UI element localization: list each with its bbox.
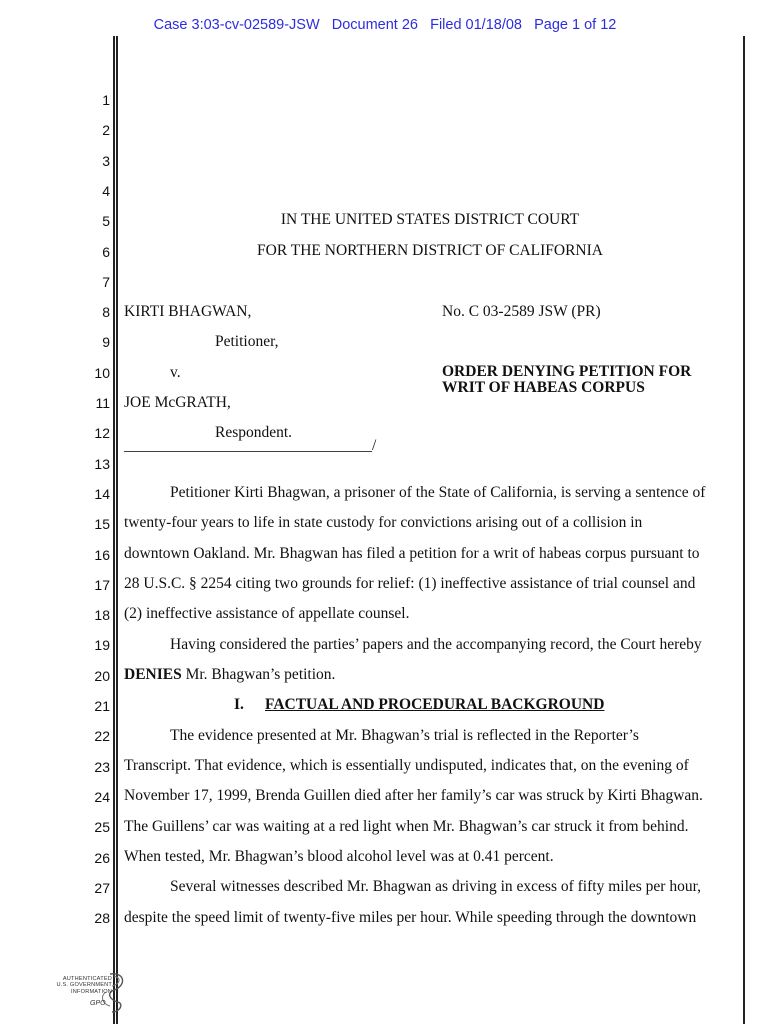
case-number: Case 3:03-cv-02589-JSW	[153, 17, 320, 33]
gpo-authentication-seal	[40, 970, 130, 1016]
order-title-line-1: ORDER DENYING PETITION FOR	[442, 363, 692, 380]
respondent-role: Respondent.	[215, 424, 293, 441]
line-number: 1	[102, 92, 110, 108]
body-line-19: Having considered the parties’ papers and the accompanying record, the Court hereby	[170, 636, 702, 653]
body-line-26: When tested, Mr. Bhagwan’s blood alcohol level was at 0.41 percent.	[124, 848, 554, 865]
line-number: 5	[102, 213, 110, 230]
body-line-24: November 17, 1999, Brenda Guillen died after her family’s car was struck by Kirti Bhagwan.	[124, 787, 703, 804]
case-header	[0, 17, 770, 33]
body-line-20	[124, 666, 335, 684]
versus: v.	[170, 364, 181, 381]
section-number: I.	[234, 696, 244, 713]
left-margin-rule	[113, 36, 115, 1024]
line-number: 26	[94, 849, 110, 866]
body-line-17: 28 U.S.C. § 2254 citing two grounds for relief: (1) ineffective assistance of trial counsel and	[124, 575, 696, 592]
line-number: 25	[94, 819, 110, 836]
line-number: 12	[94, 425, 110, 442]
line-number: 10	[94, 364, 110, 381]
line-number: 21	[94, 698, 110, 714]
seal-line-2: U.S. GOVERNMENT	[56, 982, 112, 989]
line-number: 13	[94, 455, 110, 472]
line-number: 23	[94, 758, 110, 775]
right-margin-rule	[743, 36, 745, 1024]
body-line-16: downtown Oakland. Mr. Bhagwan has filed a petition for a writ of habeas corpus pursuant to	[124, 545, 700, 562]
line-number: 20	[94, 667, 110, 684]
seal-line-1: AUTHENTICATED	[62, 976, 112, 982]
denies-word: DENIES	[124, 666, 182, 683]
line-number: 6	[102, 243, 110, 260]
document-number: Document 26	[331, 17, 418, 33]
seal-gpo: GPO	[90, 1000, 106, 1007]
body-line-20-rest: Mr. Bhagwan’s petition.	[181, 666, 336, 683]
line-number: 17	[94, 576, 110, 593]
court-district: FOR THE NORTHERN DISTRICT OF CALIFORNIA	[257, 242, 603, 259]
petitioner-name: KIRTI BHAGWAN,	[124, 303, 252, 320]
line-number: 18	[94, 607, 110, 624]
section-title: FACTUAL AND PROCEDURAL BACKGROUND	[265, 696, 605, 713]
line-number: 7	[102, 273, 110, 290]
line-number: 2	[102, 122, 110, 139]
line-number: 24	[94, 788, 110, 805]
body-line-22: The evidence presented at Mr. Bhagwan’s trial is reflected in the Reporter’s	[170, 727, 639, 744]
petitioner-role: Petitioner,	[215, 333, 279, 350]
line-number: 14	[94, 485, 110, 502]
order-title-line-2: WRIT OF HABEAS CORPUS	[442, 379, 645, 396]
body-line-25: The Guillens’ car was waiting at a red light when Mr. Bhagwan’s car struck it from behind.	[124, 818, 689, 835]
body-line-27: Several witnesses described Mr. Bhagwan as driving in excess of fifty miles per hour,	[170, 878, 701, 895]
seal-text	[40, 976, 112, 995]
line-number: 9	[102, 334, 110, 351]
body-line-28: despite the speed limit of twenty-five miles per hour. While speeding through the downtown	[124, 909, 697, 926]
body-line-14: Petitioner Kirti Bhagwan, a prisoner of the State of California, is serving a sentence of	[170, 484, 706, 501]
body-line-23: Transcript. That evidence, which is essentially undisputed, indicates that, on the evening of	[124, 757, 689, 774]
body-line-15: twenty-four years to life in state custody for convictions arising out of a collision in	[124, 514, 643, 531]
body-line-18: (2) ineffective assistance of appellate counsel.	[124, 605, 410, 622]
line-number: 4	[102, 182, 110, 199]
filed-date: Filed 01/18/08	[430, 17, 522, 33]
line-number: 16	[94, 546, 110, 563]
line-number: 22	[94, 728, 110, 745]
seal-line-3: INFORMATION	[71, 988, 112, 995]
line-number: 27	[94, 879, 110, 896]
line-number: 19	[94, 637, 110, 654]
court-name: IN THE UNITED STATES DISTRICT COURT	[280, 211, 580, 228]
line-number: 11	[95, 395, 110, 411]
line-number: 8	[102, 304, 110, 321]
page-indicator: Page 1 of 12	[534, 17, 617, 33]
caption-separator: ________________________________/	[124, 437, 377, 454]
line-number: 28	[94, 910, 110, 927]
line-number: 3	[102, 152, 110, 169]
left-margin-rule-inner	[116, 36, 118, 1024]
respondent-name: JOE McGRATH,	[124, 394, 231, 411]
line-number: 15	[94, 516, 110, 533]
case-number-caption: No. C 03-2589 JSW (PR)	[442, 303, 601, 320]
